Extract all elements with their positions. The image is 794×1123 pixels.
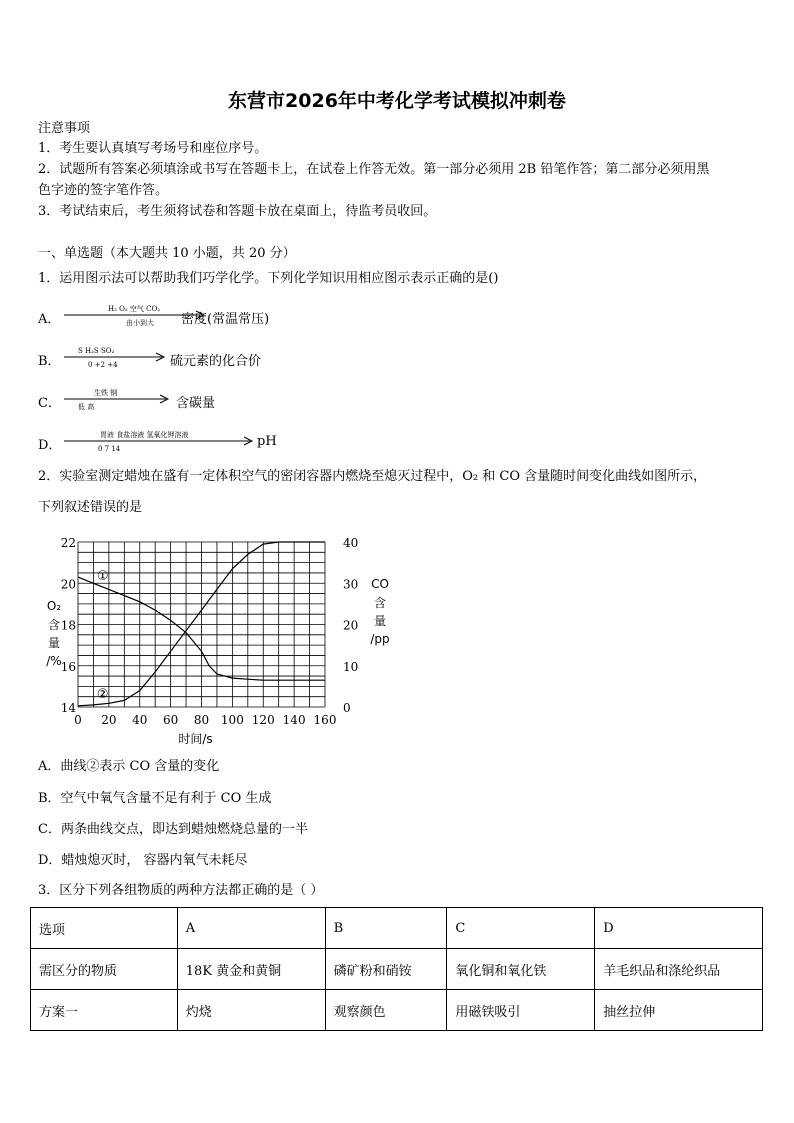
y-left-axis-label: O₂ bbox=[46, 599, 62, 613]
notice-item-3: 3．考试结束后，考生须将试卷和答题卡放在桌面上，待监考员收回。 bbox=[38, 204, 437, 219]
arrow-diagram bbox=[64, 427, 264, 457]
q3-table bbox=[30, 907, 763, 1031]
notice-heading: 注意事项 bbox=[38, 121, 91, 136]
option-letter: A． bbox=[38, 312, 61, 327]
notice-item-1: 1．考生要认真填写考场号和座位序号。 bbox=[38, 141, 268, 156]
table-cell: 用磁铁吸引 bbox=[447, 990, 595, 1031]
arrow-result: pH bbox=[257, 434, 277, 449]
arrow-above-label: 胃液 食盐溶液 氢氧化钾溶液 bbox=[100, 431, 189, 439]
q3-stem: 3．区分下列各组物质的两种方法都正确的是（ ） bbox=[38, 883, 324, 898]
table-cell: 选项 bbox=[31, 908, 178, 949]
section-heading: 一、单选题（本大题共 10 小题，共 20 分） bbox=[38, 246, 296, 261]
y-right-axis-label: 含 bbox=[373, 596, 387, 610]
y-left-tick-label: 20 bbox=[60, 577, 76, 592]
arrow-result: 含碳量 bbox=[176, 396, 216, 411]
notice-item-2-cont: 色字迹的签字笔作答。 bbox=[38, 183, 169, 198]
y-left-tick-label: 18 bbox=[60, 618, 76, 633]
y-right-axis-label: CO bbox=[371, 577, 389, 591]
notice-item-2: 2．试题所有答案必须填涂或书写在答题卡上，在试卷上作答无效。第一部分必须用 2B 铅笔作答；第二部分必须用黑 bbox=[38, 162, 710, 177]
y-right-axis-label: 量 bbox=[373, 614, 387, 628]
q2-option-d[interactable]: D．蜡烛熄灭时， 容器内氧气未耗尽 bbox=[38, 853, 248, 868]
arrow-above-label: S H₂S SO₂ bbox=[78, 347, 115, 355]
x-tick-label: 0 bbox=[74, 713, 82, 727]
table-cell: 观察颜色 bbox=[325, 990, 447, 1031]
table-cell: D bbox=[595, 908, 763, 949]
q1-option-d[interactable] bbox=[38, 427, 358, 457]
arrow-above-label: H₂ O₂ 空气 CO₂ bbox=[108, 305, 161, 313]
x-axis-label: 时间/s bbox=[178, 732, 213, 746]
y-right-tick-label: 20 bbox=[343, 618, 359, 633]
page-title: 东营市2026年中考化学考试模拟冲刺卷 bbox=[228, 90, 566, 112]
arrow-result: 密度(常温常压) bbox=[181, 312, 270, 327]
arrow-below-label: 低 高 bbox=[78, 403, 95, 411]
x-tick-label: 60 bbox=[162, 713, 179, 727]
option-letter: D． bbox=[38, 438, 62, 453]
x-tick-label: 40 bbox=[132, 713, 148, 727]
y-right-axis-label: /pp bbox=[370, 632, 390, 646]
table-row bbox=[31, 908, 763, 949]
y-left-tick-label: 16 bbox=[60, 659, 76, 674]
y-left-tick-label: 14 bbox=[60, 701, 76, 715]
option-letter: B． bbox=[38, 354, 61, 369]
y-left-axis-label: 量 bbox=[47, 636, 61, 650]
q1-option-c[interactable] bbox=[38, 385, 338, 415]
option-letter: C． bbox=[38, 396, 61, 411]
y-left-axis-label: 含 bbox=[47, 618, 61, 632]
table-cell: 18K 黄金和黄铜 bbox=[177, 949, 325, 990]
q2-option-b[interactable]: B．空气中氧气含量不足有利于 CO 生成 bbox=[38, 791, 272, 806]
table-cell: 灼烧 bbox=[177, 990, 325, 1031]
y-right-tick-label: 30 bbox=[343, 577, 359, 592]
table-cell: 氧化铜和氧化铁 bbox=[447, 949, 595, 990]
x-tick-label: 80 bbox=[193, 713, 210, 727]
arrow-below-label: 由小到大 bbox=[126, 319, 154, 327]
y-left-tick-label: 22 bbox=[60, 536, 76, 550]
curve-2-label: ② bbox=[96, 686, 109, 702]
q2-option-c[interactable]: C．两条曲线交点，即达到蜡烛燃烧总量的一半 bbox=[38, 822, 308, 837]
y-right-tick-label: 40 bbox=[343, 536, 359, 550]
table-cell: 羊毛织品和涤纶织品 bbox=[595, 949, 763, 990]
q1-option-a[interactable] bbox=[38, 301, 338, 331]
table-row bbox=[31, 949, 763, 990]
table-cell: 抽丝拉伸 bbox=[595, 990, 763, 1031]
q2-stem-line2: 下列叙述错误的是 bbox=[38, 500, 143, 515]
x-tick-label: 120 bbox=[251, 713, 275, 727]
y-right-tick-label: 0 bbox=[343, 701, 351, 715]
q2-option-a[interactable]: A．曲线②表示 CO 含量的变化 bbox=[38, 759, 220, 774]
table-cell: 需区分的物质 bbox=[31, 949, 178, 990]
table-cell: 方案一 bbox=[31, 990, 178, 1031]
x-tick-label: 20 bbox=[101, 713, 117, 727]
q1-option-b[interactable] bbox=[38, 343, 338, 373]
arrow-above-label: 生铁 钢 bbox=[94, 389, 118, 397]
arrow-below-label: 0 +2 +4 bbox=[88, 361, 118, 369]
arrow-below-label: 0 7 14 bbox=[98, 445, 121, 453]
q2-stem-line1: 2．实验室测定蜡烛在盛有一定体积空气的密闭容器内燃烧至熄灭过程中，O₂ 和 CO 含量随时间变化曲线如图所示， bbox=[38, 469, 707, 484]
y-right-tick-label: 10 bbox=[343, 659, 359, 674]
x-tick-label: 100 bbox=[220, 713, 244, 727]
table-cell: A bbox=[177, 908, 325, 949]
table-row bbox=[31, 990, 763, 1031]
q1-stem: 1．运用图示法可以帮助我们巧学化学。下列化学知识用相应图示表示正确的是() bbox=[38, 271, 499, 286]
arrow-result: 硫元素的化合价 bbox=[170, 354, 262, 369]
y-left-axis-label: /% bbox=[46, 654, 62, 668]
table-cell: C bbox=[447, 908, 595, 949]
x-tick-label: 140 bbox=[282, 713, 306, 727]
curve-1-label: ① bbox=[96, 569, 109, 584]
x-tick-label: 160 bbox=[313, 713, 337, 727]
line-chart bbox=[40, 530, 400, 750]
table-cell: B bbox=[325, 908, 447, 949]
table-cell: 磷矿粉和硝铵 bbox=[325, 949, 447, 990]
